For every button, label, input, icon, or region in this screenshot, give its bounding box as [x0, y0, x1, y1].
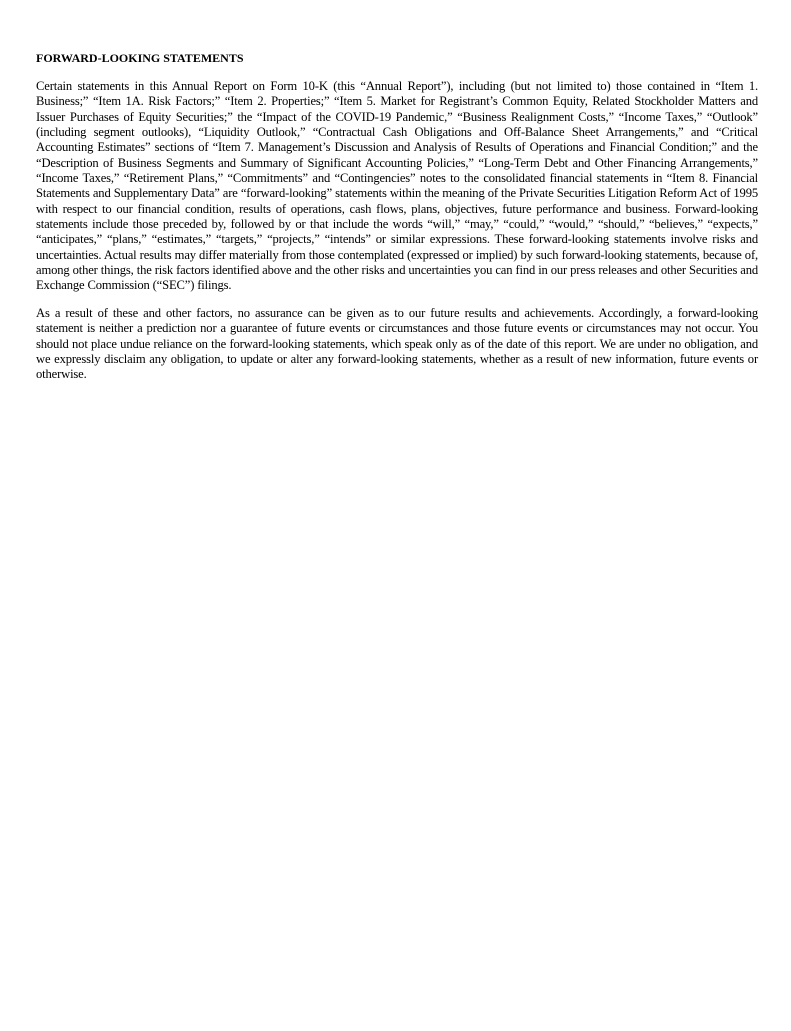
section-heading: FORWARD-LOOKING STATEMENTS — [36, 51, 244, 65]
paragraph-forward-looking-definition: Certain statements in this Annual Report on Form 10-K (this “Annual Report”), including (but not limited to) those contained in “Item 1. Business;” “Item 1A. Risk Factors;” “Item 2. Properties;” “Item 5. Market for Registrant’s Common Equity, Related Stockholder Matters and Issuer Purchases of Equity Securities;” the “Impact of the COVID-19 Pandemic,” “Business Realignment Costs,” “Income Taxes,” “Outlook” (including segment outlooks), “Liquidity Outlook,” “Contractual Cash Obligations and Off-Balance Sheet Arrangements,” and “Critical Accounting Estimates” sections of “Item 7. Management’s Discussion and Analysis of Results of Operations and Financial Condition;” and the “Description of Business Segments and Summary of Significant Accounting Policies,” “Long-Term Debt and Other Financing Arrangements,” “Income Taxes,” “Retirement Plans,” “Commitments” and “Contingencies” notes to the consolidated financial statements in “Item 8. Financial Statements and Supplementary Data” are “forward-looking” statements within the meaning of the Private Securities Litigation Reform Act of 1995 with respect to our financial condition, results of operations, cash flows, plans, objectives, future performance and business. Forward-looking statements include those preceded by, followed by or that include the words “will,” “may,” “could,” “would,” “should,” “believes,” “expects,” “anticipates,” “plans,” “estimates,” “targets,” “projects,” “intends” or similar expressions. These forward-looking statements involve risks and uncertainties. Actual results may differ materially from those contemplated (expressed or implied) by such forward-looking statements, because of, among other things, the risk factors identified above and the other risks and uncertainties you can find in our press releases and other Securities and Exchange Commission (“SEC”) filings. — [36, 79, 758, 293]
document-page — [36, 50, 758, 395]
paragraph-no-assurance: As a result of these and other factors, no assurance can be given as to our future results and achievements. Accordingly, a forward-looking statement is neither a prediction nor a guarantee of future events or circumstances and those future events or circumstances may not occur. You should not place undue reliance on the forward-looking statements, which speak only as of the date of this report. We are under no obligation, and we expressly disclaim any obligation, to update or alter any forward-looking statements, whether as a result of new information, future events or otherwise. — [36, 305, 758, 382]
